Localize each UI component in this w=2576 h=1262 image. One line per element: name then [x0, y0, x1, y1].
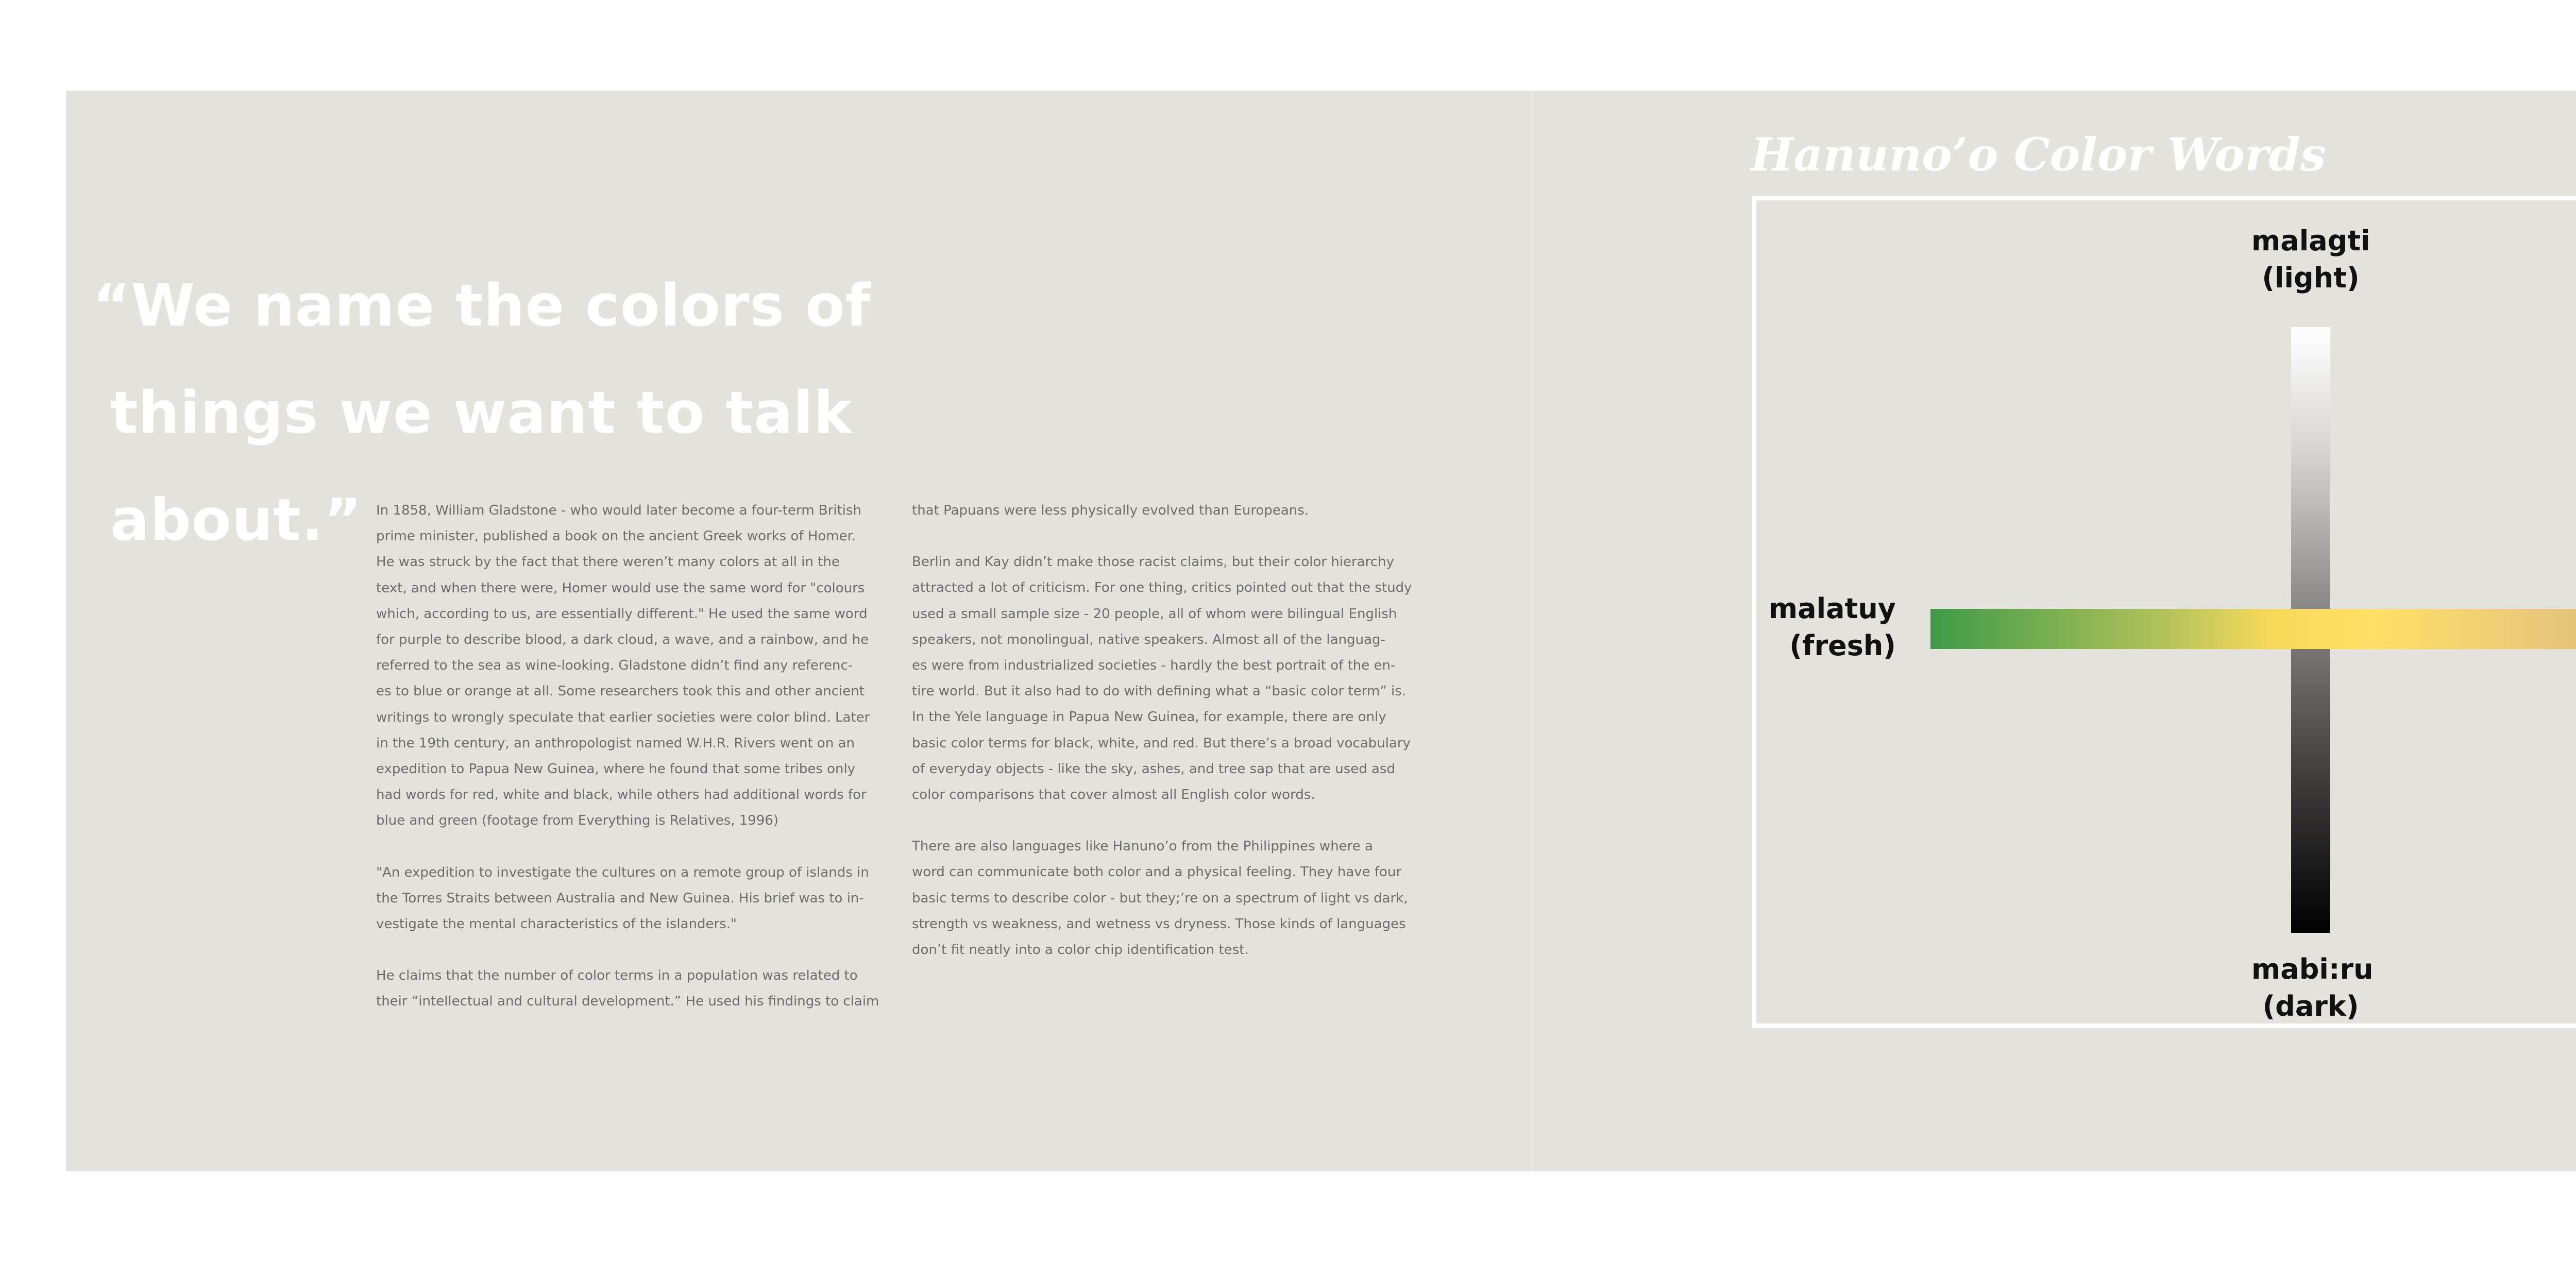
article-paragraph: In 1858, William Gladstone - who would later become a four-term British prime minister, published a book on the ancient Greek works of Homer. He was struck by the fact that there weren’t many colors at all in the text, and when there were, Homer would use the same word for "colours which, according to us, are essentially different." He used the same word for purple to describe blood, a dark cloud, a wave, and a rainbow, and he referred to the sea as wine-looking. Gladstone didn’t find any referenc- es to blue or orange at all. Some researchers took this and other ancient writings to wrongly speculate that earlier societies were color blind. Later in the 19th century, an anthropologist named W.H.R. Rivers went on an expedition to Papua New Guinea, where he found that some tribes only had words for red, white and black, while others had additional words for blue and green (footage from Everything is Relatives, 1996) — [376, 503, 870, 829]
label-dark-word: mabi:ru — [2251, 953, 2374, 985]
page-gutter — [1532, 91, 1533, 1171]
label-light-word: malagti — [2251, 225, 2370, 257]
article-paragraph: "An expedition to investigate the cultures on a remote group of islands in the Torres Straits between Australia and New Guinea. His brief was to in- vestigate the mental characteristics of the islanders." — [376, 864, 869, 932]
article-column-1 — [376, 498, 902, 1041]
pull-quote-line-2: things we want to talk — [110, 380, 853, 447]
label-dark-gloss: (dark) — [2262, 990, 2359, 1022]
article-paragraph: that Papuans were less physically evolved than Europeans. — [912, 503, 1309, 518]
label-dark — [2251, 951, 2374, 1025]
pull-quote-line-3: about.” — [110, 487, 363, 554]
fresh-dry-gradient-bar — [1930, 609, 2576, 649]
diagram-title: Hanuno’o Color Words — [1751, 128, 2326, 181]
article-paragraph: Berlin and Kay didn’t make those racist claims, but their color hierarchy attracted a lot of criticism. For one thing, critics pointed out that the study used a small sample size - 20 people, all of whom were bilingual English speakers, not monolingual, native speakers. Almost all of the languag- es were from industrialized societies - hardly the best portrait of the en- tire world. But it also had to do with defining what a “basic color term” is. In the Yele language in Papua New Guinea, for example, there are only basic color terms for black, white, and red. But there’s a broad vocabulary of everyday objects - like the sky, ashes, and tree sap that are used asd color comparisons that cover almost all English color words. — [912, 554, 1412, 803]
pull-quote-line-1: “We name the colors of — [93, 272, 871, 339]
label-light-gloss: (light) — [2262, 262, 2360, 294]
label-light — [2251, 223, 2370, 297]
label-fresh-word: malatuy — [1768, 592, 1896, 625]
label-fresh — [1762, 590, 1896, 664]
article-column-2 — [912, 498, 1437, 988]
label-fresh-gloss: (fresh) — [1789, 629, 1896, 662]
article-paragraph: He claims that the number of color terms in a population was related to their “intellectual and cultural development.” He used his findings to claim — [376, 968, 879, 1010]
article-paragraph: There are also languages like Hanuno’o from the Philippines where a word can communicate both color and a physical feeling. They have four basic terms to describe color - but they;’re on a spectrum of light vs dark, strength vs weakness, and wetness vs dryness. Those kinds of languages don’t fit neatly into a color chip identification test. — [912, 839, 1408, 958]
